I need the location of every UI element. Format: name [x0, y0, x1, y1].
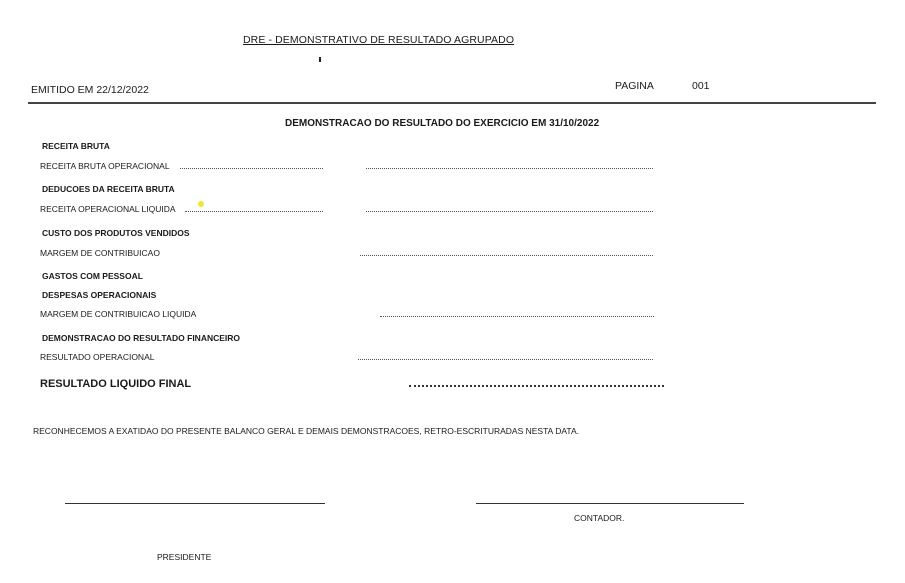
line-receita-operacional-liquida: RECEITA OPERACIONAL LIQUIDA — [40, 204, 176, 214]
contador-label: CONTADOR. — [574, 513, 625, 523]
heading-deducoes: DEDUCOES DA RECEITA BRUTA — [42, 184, 175, 194]
presidente-signature-line — [65, 503, 325, 504]
leader-dots — [180, 168, 323, 169]
final-result-label: RESULTADO LIQUIDO FINAL — [40, 378, 192, 390]
line-margem-contribuicao-liquida: MARGEM DE CONTRIBUICAO LIQUIDA — [40, 309, 197, 319]
value-dots — [360, 255, 653, 256]
final-value-dots — [409, 385, 664, 387]
presidente-label: PRESIDENTE — [157, 552, 212, 562]
heading-resultado-financeiro: DEMONSTRACAO DO RESULTADO FINANCEIRO — [42, 333, 241, 343]
heading-gastos-pessoal: GASTOS COM PESSOAL — [42, 271, 143, 281]
leader-dots — [185, 211, 323, 212]
declaration-text: RECONHECEMOS A EXATIDAO DO PRESENTE BALANCO GERAL E DEMAIS DEMONSTRACOES, RETRO-ESCRITURADAS NESTA DATA. — [33, 426, 579, 436]
value-dots — [380, 316, 654, 317]
value-dots — [358, 359, 653, 360]
line-resultado-operacional: RESULTADO OPERACIONAL — [40, 352, 155, 362]
highlight-dot — [198, 201, 204, 207]
heading-custo-produtos: CUSTO DOS PRODUTOS VENDIDOS — [42, 228, 190, 238]
page-label: PAGINA — [615, 80, 654, 92]
line-margem-contribuicao: MARGEM DE CONTRIBUICAO — [40, 248, 160, 258]
header-divider — [28, 102, 876, 104]
heading-receita-bruta: RECEITA BRUTA — [42, 141, 110, 151]
issue-date: EMITIDO EM 22/12/2022 — [31, 84, 149, 96]
line-receita-bruta-operacional: RECEITA BRUTA OPERACIONAL — [40, 161, 170, 171]
value-dots — [366, 168, 653, 169]
contador-signature-line — [476, 503, 744, 504]
statement-title: DEMONSTRACAO DO RESULTADO DO EXERCICIO EM 31/10/2022 — [285, 118, 600, 129]
heading-despesas-operacionais: DESPESAS OPERACIONAIS — [42, 290, 157, 300]
document-title: DRE - DEMONSTRATIVO DE RESULTADO AGRUPADO — [243, 34, 515, 46]
page-number: 001 — [692, 80, 710, 92]
stray-mark — [319, 57, 321, 62]
value-dots — [366, 211, 653, 212]
